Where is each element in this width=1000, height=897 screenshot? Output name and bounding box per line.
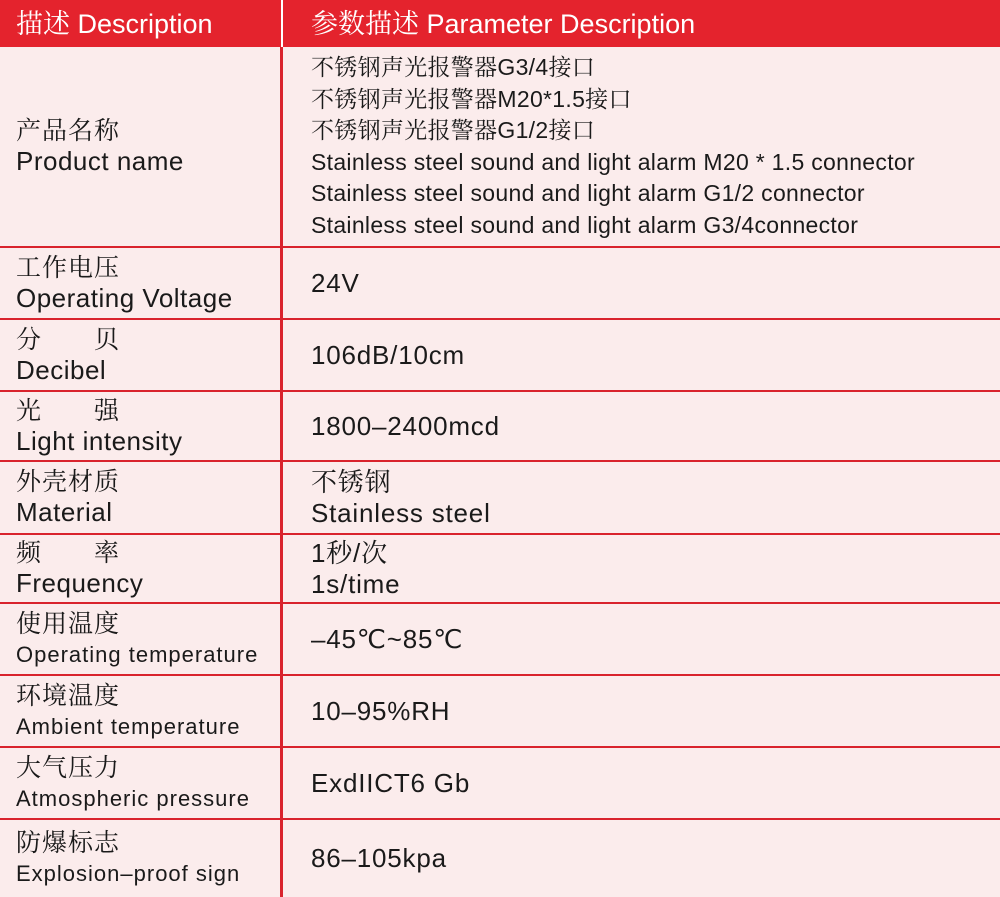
value-light-intensity	[283, 392, 1000, 462]
label-operating-temperature	[0, 604, 283, 676]
value-line: 不锈钢	[311, 466, 392, 497]
label-zh: 光 强	[16, 396, 121, 425]
label-material	[0, 462, 283, 535]
label-atmospheric-pressure	[0, 748, 283, 820]
label-zh: 频 率	[16, 539, 121, 567]
value-line: 不锈钢声光报警器M20*1.5接口	[311, 85, 632, 112]
value-line: 10–95%RH	[311, 695, 451, 726]
value-line: 1800–2400mcd	[311, 410, 500, 441]
label-decibel	[0, 320, 283, 392]
label-zh: 产品名称	[16, 117, 121, 145]
header-description	[0, 0, 283, 47]
value-line: Stainless steel	[311, 497, 491, 528]
header-parameter-label: 参数描述 Parameter Description	[311, 8, 696, 39]
label-en: Explosion–proof sign	[16, 861, 241, 886]
label-frequency	[0, 535, 283, 604]
label-en: Ambient temperature	[16, 713, 241, 739]
value-ambient-temperature	[283, 676, 1000, 748]
value-line: 1秒/次	[311, 537, 388, 568]
value-line: –45℃~85℃	[311, 623, 464, 654]
label-en: Operating Voltage	[16, 282, 233, 313]
header-description-label: 描述 Description	[16, 8, 213, 39]
value-line: 不锈钢声光报警器G3/4接口	[311, 54, 596, 80]
label-zh: 工作电压	[16, 253, 121, 282]
value-line: ExdIICT6 Gb	[311, 767, 471, 798]
value-line: 不锈钢声光报警器G1/2接口	[311, 117, 596, 143]
label-en: Material	[16, 497, 113, 527]
label-light-intensity	[0, 392, 283, 462]
label-en: Product name	[16, 146, 184, 176]
label-zh: 环境温度	[16, 681, 121, 710]
value-operating-voltage	[283, 248, 1000, 320]
value-decibel	[283, 320, 1000, 392]
label-product-name	[0, 47, 283, 248]
label-en: Operating temperature	[16, 641, 259, 667]
value-material	[283, 462, 1000, 535]
value-line: Stainless steel sound and light alarm G1/2 connector	[311, 180, 865, 206]
value-line: 24V	[311, 267, 360, 298]
label-en: Decibel	[16, 354, 107, 385]
value-explosion-proof-sign	[283, 820, 1000, 897]
value-line: 106dB/10cm	[311, 339, 465, 370]
label-zh: 防爆标志	[16, 829, 121, 857]
label-operating-voltage	[0, 248, 283, 320]
value-operating-temperature	[283, 604, 1000, 676]
label-en: Light intensity	[16, 425, 183, 456]
label-ambient-temperature	[0, 676, 283, 748]
label-zh: 外壳材质	[16, 468, 121, 496]
header-parameter-description	[283, 0, 1000, 47]
label-zh: 使用温度	[16, 609, 121, 638]
label-zh: 大气压力	[16, 753, 121, 782]
value-product-name	[283, 47, 1000, 248]
value-line: Stainless steel sound and light alarm G3/4connector	[311, 211, 859, 238]
label-zh: 分 贝	[16, 325, 121, 354]
value-atmospheric-pressure	[283, 748, 1000, 820]
label-en: Atmospheric pressure	[16, 785, 250, 811]
value-line: Stainless steel sound and light alarm M20 * 1.5 connector	[311, 148, 915, 175]
value-line: 1s/time	[311, 568, 401, 599]
label-explosion-proof-sign	[0, 820, 283, 897]
value-frequency	[283, 535, 1000, 604]
value-line: 86–105kpa	[311, 843, 447, 873]
label-en: Frequency	[16, 568, 144, 598]
